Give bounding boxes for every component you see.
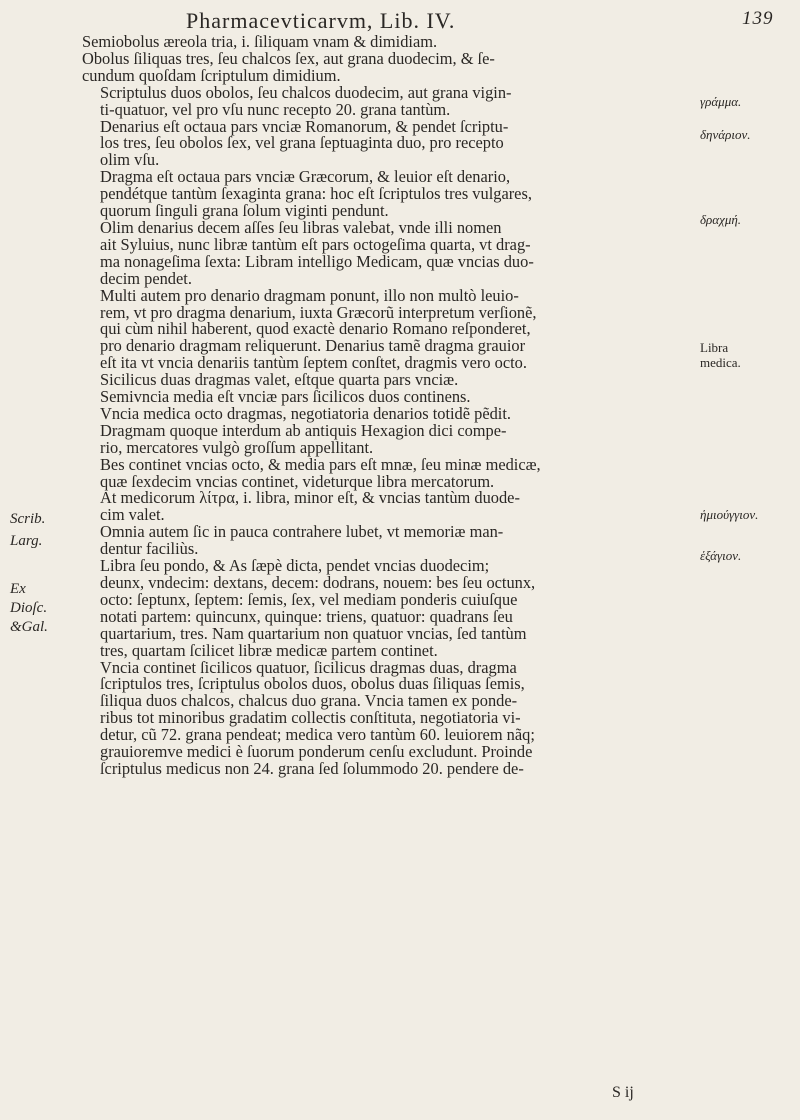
text-line: quorum ſinguli grana ſolum viginti pendunt. [100, 201, 389, 221]
page-number: 139 [742, 8, 774, 29]
text-line: ſcriptulos tres, ſcriptulus obolos duos, obolus duas ſiliquas ſemis, [100, 674, 525, 694]
margin-note: δραχμή. [700, 212, 742, 227]
text-line: decim pendet. [100, 268, 192, 288]
text-line: deunx, vndecim: dextans, decem: dodrans, nouem: bes ſeu octunx, [100, 573, 536, 592]
margin-note: Libra [700, 340, 729, 355]
text-line: At medicorum λίτρα, i. libra, minor eſt, & vncias tantùm duode- [100, 488, 520, 508]
text-line: ſcriptulus medicus non 24. grana ſed ſolummodo 20. pendere de- [100, 758, 524, 778]
body-text [82, 34, 696, 778]
margin-note: Larg. [10, 533, 43, 549]
catchword: S ij [612, 1084, 634, 1101]
paragraph [82, 490, 696, 524]
margin-note: ἡμιούγγιον. [700, 507, 759, 522]
text-line: grauioremve medici è ſuorum ponderum cenſu excludunt. Proinde [100, 742, 533, 762]
margin-note: δηνάριον. [700, 127, 751, 142]
text-line: Denarius eſt octaua pars vnciæ Romanorum, & pendet ſcriptu- [100, 116, 509, 136]
text-line: Omnia autem ſic in pauca contrahere lubet, vt memoriæ man- [100, 522, 504, 542]
text-line: Dragmam quoque interdum ab antiquis Hexagion dici compe- [100, 420, 507, 440]
margin-note: &Gal. [10, 619, 48, 635]
margin-note: γράμμα. [700, 94, 742, 109]
text-line: notati partem: quincunx, quinque: triens, quatuor: quadrans ſeu [100, 606, 513, 626]
text-line: octo: ſeptunx, ſeptem: ſemis, ſex, vel mediam ponderis cuiuſque [100, 589, 518, 609]
paragraph [82, 285, 696, 373]
text-line: Vncia medica octo dragmas, negotiatoria denarios totidẽ pẽdit. [100, 403, 511, 423]
margin-note: Scrib. [10, 511, 46, 527]
text-line: Sicilicus duas dragmas valet, eſtque quarta pars vnciæ. [100, 370, 459, 390]
margin-note: medica. [700, 355, 741, 370]
text-line: Semivncia media eſt vnciæ pars ſicilicos duos continens. [100, 387, 471, 407]
text-line: quæ ſexdecim vncias continet, videturque libra mercatorum. [100, 471, 495, 491]
text-line: rio, mercatores vulgò groſſum appellitant. [100, 437, 374, 457]
text-line: qui cùm nihil haberent, quod exactè denario Romano reſponderet, [100, 319, 531, 339]
paragraph [82, 82, 696, 119]
running-title: Pharmacevticarvm, Lib. IV. [186, 8, 456, 33]
text-line: pro denario dragmam reliquerunt. Denarius tamẽ dragma grauior [100, 336, 526, 356]
text-line: los tres, ſeu obolos ſex, vel grana ſeptuaginta duo, pro recepto [100, 133, 504, 153]
text-line: Vncia continet ſicilicos quatuor, ſicilicus dragmas duas, dragma [100, 657, 517, 677]
text-line: Scriptulus duos obolos, ſeu chalcos duodecim, aut grana vigin- [100, 82, 512, 102]
text-line: pendétque tantùm ſexaginta grana: hoc eſt ſcriptulos tres vulgares, [100, 184, 532, 204]
paragraph [82, 657, 696, 778]
paragraph [82, 558, 696, 659]
paragraph [82, 524, 696, 558]
text-line: Semiobolus æreola tria, i. ſiliquam vnam & dimidiam. [82, 32, 438, 51]
text-line: Olim denarius decem aſſes ſeu libras valebat, vnde illi nomen [100, 217, 502, 237]
text-line: ma nonageſima ſexta: Libram intelligo Medicam, quæ vncias duo- [100, 251, 534, 271]
text-line: Libra ſeu pondo, & As ſæpè dicta, pendet vncias duodecim; [100, 556, 490, 576]
paragraph [82, 116, 696, 170]
text-line: Bes continet vncias octo, & media pars eſt mnæ, ſeu minæ medicæ, [100, 454, 541, 474]
text-line: eſt ita vt vncia denariis tantùm ſeptem conſtet, dragmis vero octo. [100, 353, 527, 373]
text-line: quartarium, tres. Nam quartarium non quatuor vncias, ſed tantùm [100, 623, 527, 643]
text-line: olim vſu. [100, 150, 160, 170]
paragraph [82, 403, 696, 457]
text-line: ti-quatuor, vel pro vſu nunc recepto 20. grana tantùm. [100, 99, 451, 119]
text-line: detur, cũ 72. grana pendeat; medica vero tantùm 60. leuiorem nãq; [100, 725, 535, 745]
text-line: ait Syluius, nunc libræ tantùm eſt pars octogeſima quarta, vt drag- [100, 234, 531, 254]
paragraph [82, 34, 696, 85]
margin-note: ἑξάγιον. [700, 548, 742, 563]
text-line: Obolus ſiliquas tres, ſeu chalcos ſex, aut grana duodecim, & ſe- [82, 48, 495, 68]
text-line: rem, vt pro dragma denarium, iuxta Græcorũ interpretum verſionẽ, [100, 302, 537, 322]
text-line: ribus tot minoribus gradatim collectis conſtituta, negotiatoria vi- [100, 708, 521, 728]
text-line: Dragma eſt octaua pars vnciæ Græcorum, & leuior eſt denario, [100, 167, 511, 187]
margin-note: Ex [10, 581, 26, 597]
text-line: dentur faciliùs. [100, 539, 199, 559]
margin-note: Dioſc. [10, 600, 48, 616]
paragraph [82, 169, 696, 220]
text-line: ſiliqua duos chalcos, chalcus duo grana. Vncia tamen ex ponde- [100, 691, 518, 711]
text-line: tres, quartam ſcilicet libræ medicæ partem continet. [100, 640, 438, 660]
text-line: cundum quoſdam ſcriptulum dimidium. [82, 65, 341, 85]
paragraph [82, 454, 696, 491]
paragraph [82, 217, 696, 288]
text-line: Multi autem pro denario dragmam ponunt, illo non multò leuio- [100, 285, 519, 305]
text-line: cim valet. [100, 505, 165, 525]
